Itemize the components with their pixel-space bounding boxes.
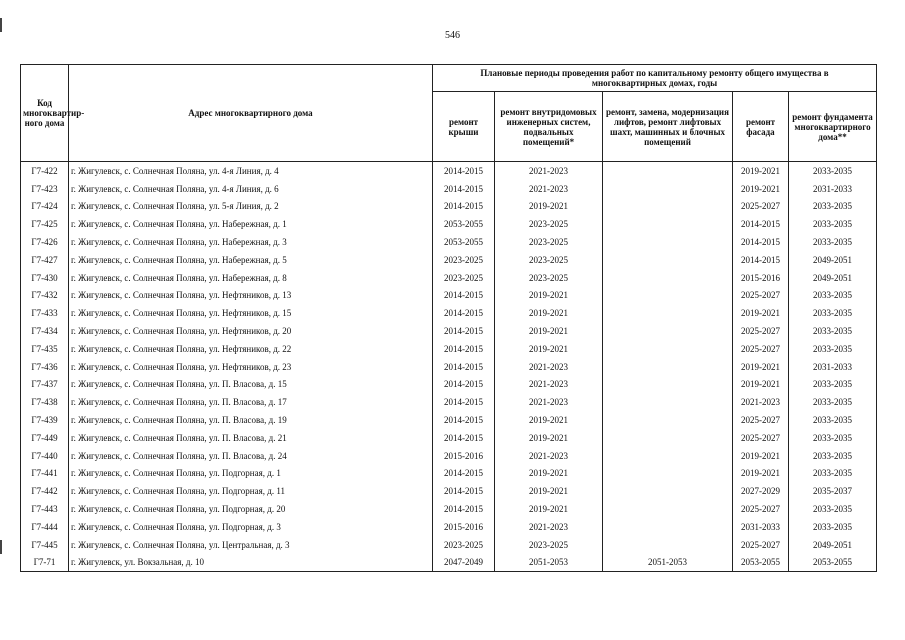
row-foundation: 2033-2035	[789, 215, 877, 233]
row-address: г. Жигулевск, с. Солнечная Поляна, ул. Набережная, д. 8	[69, 269, 433, 287]
row-foundation: 2033-2035	[789, 518, 877, 536]
row-address: г. Жигулевск, с. Солнечная Поляна, ул. Нефтяников, д. 15	[69, 304, 433, 322]
row-facade: 2025-2027	[733, 340, 789, 358]
row-systems: 2019-2021	[495, 198, 603, 216]
row-address: г. Жигулевск, с. Солнечная Поляна, ул. Набережная, д. 5	[69, 251, 433, 269]
row-elevators	[603, 287, 733, 305]
row-systems: 2019-2021	[495, 287, 603, 305]
row-systems: 2021-2023	[495, 447, 603, 465]
row-roof: 2014-2015	[433, 482, 495, 500]
row-code: Г7-423	[21, 180, 69, 198]
row-code: Г7-430	[21, 269, 69, 287]
row-address: г. Жигулевск, с. Солнечная Поляна, ул. Нефтяников, д. 22	[69, 340, 433, 358]
row-address: г. Жигулевск, с. Солнечная Поляна, ул. 4-я Линия, д. 6	[69, 180, 433, 198]
row-foundation: 2033-2035	[789, 287, 877, 305]
table-row	[21, 198, 877, 216]
row-code: Г7-432	[21, 287, 69, 305]
row-facade: 2019-2021	[733, 447, 789, 465]
row-address: г. Жигулевск, с. Солнечная Поляна, ул. П. Власова, д. 15	[69, 376, 433, 394]
row-elevators	[603, 304, 733, 322]
row-systems: 2051-2053	[495, 554, 603, 572]
table-row	[21, 411, 877, 429]
row-elevators	[603, 536, 733, 554]
header-systems: ремонт внутридомовых инженерных систем, подвальных помещений*	[495, 92, 603, 162]
row-facade: 2019-2021	[733, 304, 789, 322]
row-address: г. Жигулевск, с. Солнечная Поляна, ул. Нефтяников, д. 20	[69, 322, 433, 340]
row-foundation: 2033-2035	[789, 429, 877, 447]
row-address: г. Жигулевск, с. Солнечная Поляна, ул. П. Власова, д. 17	[69, 393, 433, 411]
row-code: Г7-437	[21, 376, 69, 394]
row-systems: 2021-2023	[495, 393, 603, 411]
row-code: Г7-422	[21, 162, 69, 180]
row-facade: 2015-2016	[733, 269, 789, 287]
table-row	[21, 340, 877, 358]
row-facade: 2019-2021	[733, 162, 789, 180]
row-foundation: 2031-2033	[789, 180, 877, 198]
table-row	[21, 536, 877, 554]
row-elevators	[603, 376, 733, 394]
row-roof: 2015-2016	[433, 518, 495, 536]
row-code: Г7-449	[21, 429, 69, 447]
header-roof: ремонт крыши	[433, 92, 495, 162]
row-code: Г7-436	[21, 358, 69, 376]
row-code: Г7-434	[21, 322, 69, 340]
row-address: г. Жигулевск, с. Солнечная Поляна, ул. П. Власова, д. 21	[69, 429, 433, 447]
row-address: г. Жигулевск, с. Солнечная Поляна, ул. Нефтяников, д. 23	[69, 358, 433, 376]
row-roof: 2014-2015	[433, 411, 495, 429]
row-systems: 2019-2021	[495, 322, 603, 340]
row-elevators	[603, 393, 733, 411]
row-systems: 2023-2025	[495, 536, 603, 554]
row-facade: 2021-2023	[733, 393, 789, 411]
row-systems: 2019-2021	[495, 465, 603, 483]
row-elevators	[603, 198, 733, 216]
table-row	[21, 162, 877, 180]
row-foundation: 2033-2035	[789, 233, 877, 251]
row-address: г. Жигулевск, с. Солнечная Поляна, ул. Подгорная, д. 1	[69, 465, 433, 483]
row-elevators	[603, 465, 733, 483]
row-facade: 2025-2027	[733, 322, 789, 340]
row-code: Г7-442	[21, 482, 69, 500]
table-row	[21, 465, 877, 483]
row-systems: 2021-2023	[495, 162, 603, 180]
row-code: Г7-444	[21, 518, 69, 536]
row-code: Г7-71	[21, 554, 69, 572]
header-elevators: ремонт, замена, модернизация лифтов, ремонт лифтовых шахт, машинных и блочных помещений	[603, 92, 733, 162]
row-systems: 2023-2025	[495, 251, 603, 269]
row-facade: 2027-2029	[733, 482, 789, 500]
row-elevators	[603, 215, 733, 233]
row-roof: 2053-2055	[433, 233, 495, 251]
table-body	[21, 162, 877, 572]
table-row	[21, 322, 877, 340]
row-address: г. Жигулевск, с. Солнечная Поляна, ул. Подгорная, д. 3	[69, 518, 433, 536]
row-facade: 2019-2021	[733, 180, 789, 198]
row-address: г. Жигулевск, с. Солнечная Поляна, ул. Подгорная, д. 11	[69, 482, 433, 500]
row-roof: 2053-2055	[433, 215, 495, 233]
row-code: Г7-433	[21, 304, 69, 322]
row-foundation: 2033-2035	[789, 465, 877, 483]
row-systems: 2019-2021	[495, 340, 603, 358]
row-foundation: 2033-2035	[789, 411, 877, 429]
row-systems: 2021-2023	[495, 180, 603, 198]
row-code: Г7-445	[21, 536, 69, 554]
row-roof: 2014-2015	[433, 465, 495, 483]
row-elevators	[603, 358, 733, 376]
row-facade: 2031-2033	[733, 518, 789, 536]
row-code: Г7-426	[21, 233, 69, 251]
row-foundation: 2053-2055	[789, 554, 877, 572]
row-facade: 2025-2027	[733, 198, 789, 216]
row-systems: 2019-2021	[495, 429, 603, 447]
row-facade: 2025-2027	[733, 500, 789, 518]
row-foundation: 2035-2037	[789, 482, 877, 500]
row-roof: 2014-2015	[433, 500, 495, 518]
row-code: Г7-424	[21, 198, 69, 216]
repair-schedule-table	[20, 64, 877, 572]
table-row	[21, 233, 877, 251]
row-foundation: 2033-2035	[789, 162, 877, 180]
table-row	[21, 376, 877, 394]
row-foundation: 2049-2051	[789, 536, 877, 554]
row-foundation: 2031-2033	[789, 358, 877, 376]
row-address: г. Жигулевск, с. Солнечная Поляна, ул. П. Власова, д. 19	[69, 411, 433, 429]
row-roof: 2015-2016	[433, 447, 495, 465]
row-foundation: 2033-2035	[789, 376, 877, 394]
header-foundation: ремонт фундамента многоквартирного дома**	[789, 92, 877, 162]
row-elevators	[603, 429, 733, 447]
row-elevators	[603, 340, 733, 358]
row-address: г. Жигулевск, с. Солнечная Поляна, ул. Центральная, д. 3	[69, 536, 433, 554]
table-row	[21, 447, 877, 465]
table-row	[21, 518, 877, 536]
row-roof: 2014-2015	[433, 162, 495, 180]
table-row	[21, 269, 877, 287]
row-elevators	[603, 411, 733, 429]
row-foundation: 2033-2035	[789, 198, 877, 216]
row-elevators	[603, 518, 733, 536]
row-facade: 2014-2015	[733, 251, 789, 269]
row-foundation: 2049-2051	[789, 251, 877, 269]
row-elevators	[603, 500, 733, 518]
table-row	[21, 215, 877, 233]
row-systems: 2019-2021	[495, 482, 603, 500]
row-foundation: 2049-2051	[789, 269, 877, 287]
row-systems: 2023-2025	[495, 269, 603, 287]
row-roof: 2023-2025	[433, 251, 495, 269]
row-elevators	[603, 180, 733, 198]
table-row	[21, 180, 877, 198]
row-systems: 2021-2023	[495, 376, 603, 394]
row-roof: 2014-2015	[433, 358, 495, 376]
row-systems: 2023-2025	[495, 215, 603, 233]
row-code: Г7-440	[21, 447, 69, 465]
row-elevators	[603, 447, 733, 465]
row-foundation: 2033-2035	[789, 393, 877, 411]
row-systems: 2019-2021	[495, 411, 603, 429]
row-roof: 2014-2015	[433, 340, 495, 358]
table-row	[21, 251, 877, 269]
header-facade: ремонт фасада	[733, 92, 789, 162]
header-code: Код многоквартир-ного дома	[21, 65, 69, 162]
row-systems: 2019-2021	[495, 304, 603, 322]
row-elevators	[603, 251, 733, 269]
row-systems: 2023-2025	[495, 233, 603, 251]
row-roof: 2014-2015	[433, 322, 495, 340]
table-row	[21, 429, 877, 447]
row-foundation: 2033-2035	[789, 447, 877, 465]
row-roof: 2014-2015	[433, 376, 495, 394]
row-code: Г7-427	[21, 251, 69, 269]
row-facade: 2019-2021	[733, 358, 789, 376]
row-address: г. Жигулевск, с. Солнечная Поляна, ул. Набережная, д. 1	[69, 215, 433, 233]
table-row	[21, 500, 877, 518]
row-facade: 2025-2027	[733, 429, 789, 447]
row-facade: 2025-2027	[733, 287, 789, 305]
table-row	[21, 554, 877, 572]
row-elevators	[603, 322, 733, 340]
row-code: Г7-435	[21, 340, 69, 358]
row-roof: 2014-2015	[433, 180, 495, 198]
page-number: 546	[445, 30, 460, 41]
table-row	[21, 358, 877, 376]
row-elevators	[603, 482, 733, 500]
table-row	[21, 482, 877, 500]
row-roof: 2023-2025	[433, 536, 495, 554]
row-address: г. Жигулевск, с. Солнечная Поляна, ул. П. Власова, д. 24	[69, 447, 433, 465]
row-roof: 2014-2015	[433, 198, 495, 216]
row-code: Г7-438	[21, 393, 69, 411]
row-address: г. Жигулевск, с. Солнечная Поляна, ул. Нефтяников, д. 13	[69, 287, 433, 305]
row-address: г. Жигулевск, с. Солнечная Поляна, ул. 4-я Линия, д. 4	[69, 162, 433, 180]
row-roof: 2047-2049	[433, 554, 495, 572]
row-facade: 2019-2021	[733, 465, 789, 483]
row-systems: 2021-2023	[495, 358, 603, 376]
table-row	[21, 304, 877, 322]
header-work-periods: Плановые периоды проведения работ по капитальному ремонту общего имущества в многоквартирных домах, годы	[433, 65, 877, 92]
row-code: Г7-425	[21, 215, 69, 233]
row-code: Г7-443	[21, 500, 69, 518]
row-facade: 2025-2027	[733, 411, 789, 429]
row-systems: 2021-2023	[495, 518, 603, 536]
row-code: Г7-441	[21, 465, 69, 483]
row-foundation: 2033-2035	[789, 340, 877, 358]
row-address: г. Жигулевск, с. Солнечная Поляна, ул. Подгорная, д. 20	[69, 500, 433, 518]
row-facade: 2014-2015	[733, 233, 789, 251]
row-address: г. Жигулевск, с. Солнечная Поляна, ул. Набережная, д. 3	[69, 233, 433, 251]
row-facade: 2053-2055	[733, 554, 789, 572]
row-elevators	[603, 162, 733, 180]
row-foundation: 2033-2035	[789, 322, 877, 340]
header-address: Адрес многоквартирного дома	[69, 65, 433, 162]
row-elevators	[603, 269, 733, 287]
row-code: Г7-439	[21, 411, 69, 429]
row-roof: 2023-2025	[433, 269, 495, 287]
row-systems: 2019-2021	[495, 500, 603, 518]
table-row	[21, 393, 877, 411]
row-roof: 2014-2015	[433, 304, 495, 322]
row-facade: 2014-2015	[733, 215, 789, 233]
row-address: г. Жигулевск, ул. Вокзальная, д. 10	[69, 554, 433, 572]
row-foundation: 2033-2035	[789, 304, 877, 322]
row-elevators	[603, 233, 733, 251]
row-address: г. Жигулевск, с. Солнечная Поляна, ул. 5-я Линия, д. 2	[69, 198, 433, 216]
page-edge-mark-bottom	[0, 540, 2, 554]
row-elevators: 2051-2053	[603, 554, 733, 572]
row-roof: 2014-2015	[433, 393, 495, 411]
row-roof: 2014-2015	[433, 429, 495, 447]
table-row	[21, 287, 877, 305]
row-facade: 2019-2021	[733, 376, 789, 394]
row-roof: 2014-2015	[433, 287, 495, 305]
row-facade: 2025-2027	[733, 536, 789, 554]
row-foundation: 2033-2035	[789, 500, 877, 518]
